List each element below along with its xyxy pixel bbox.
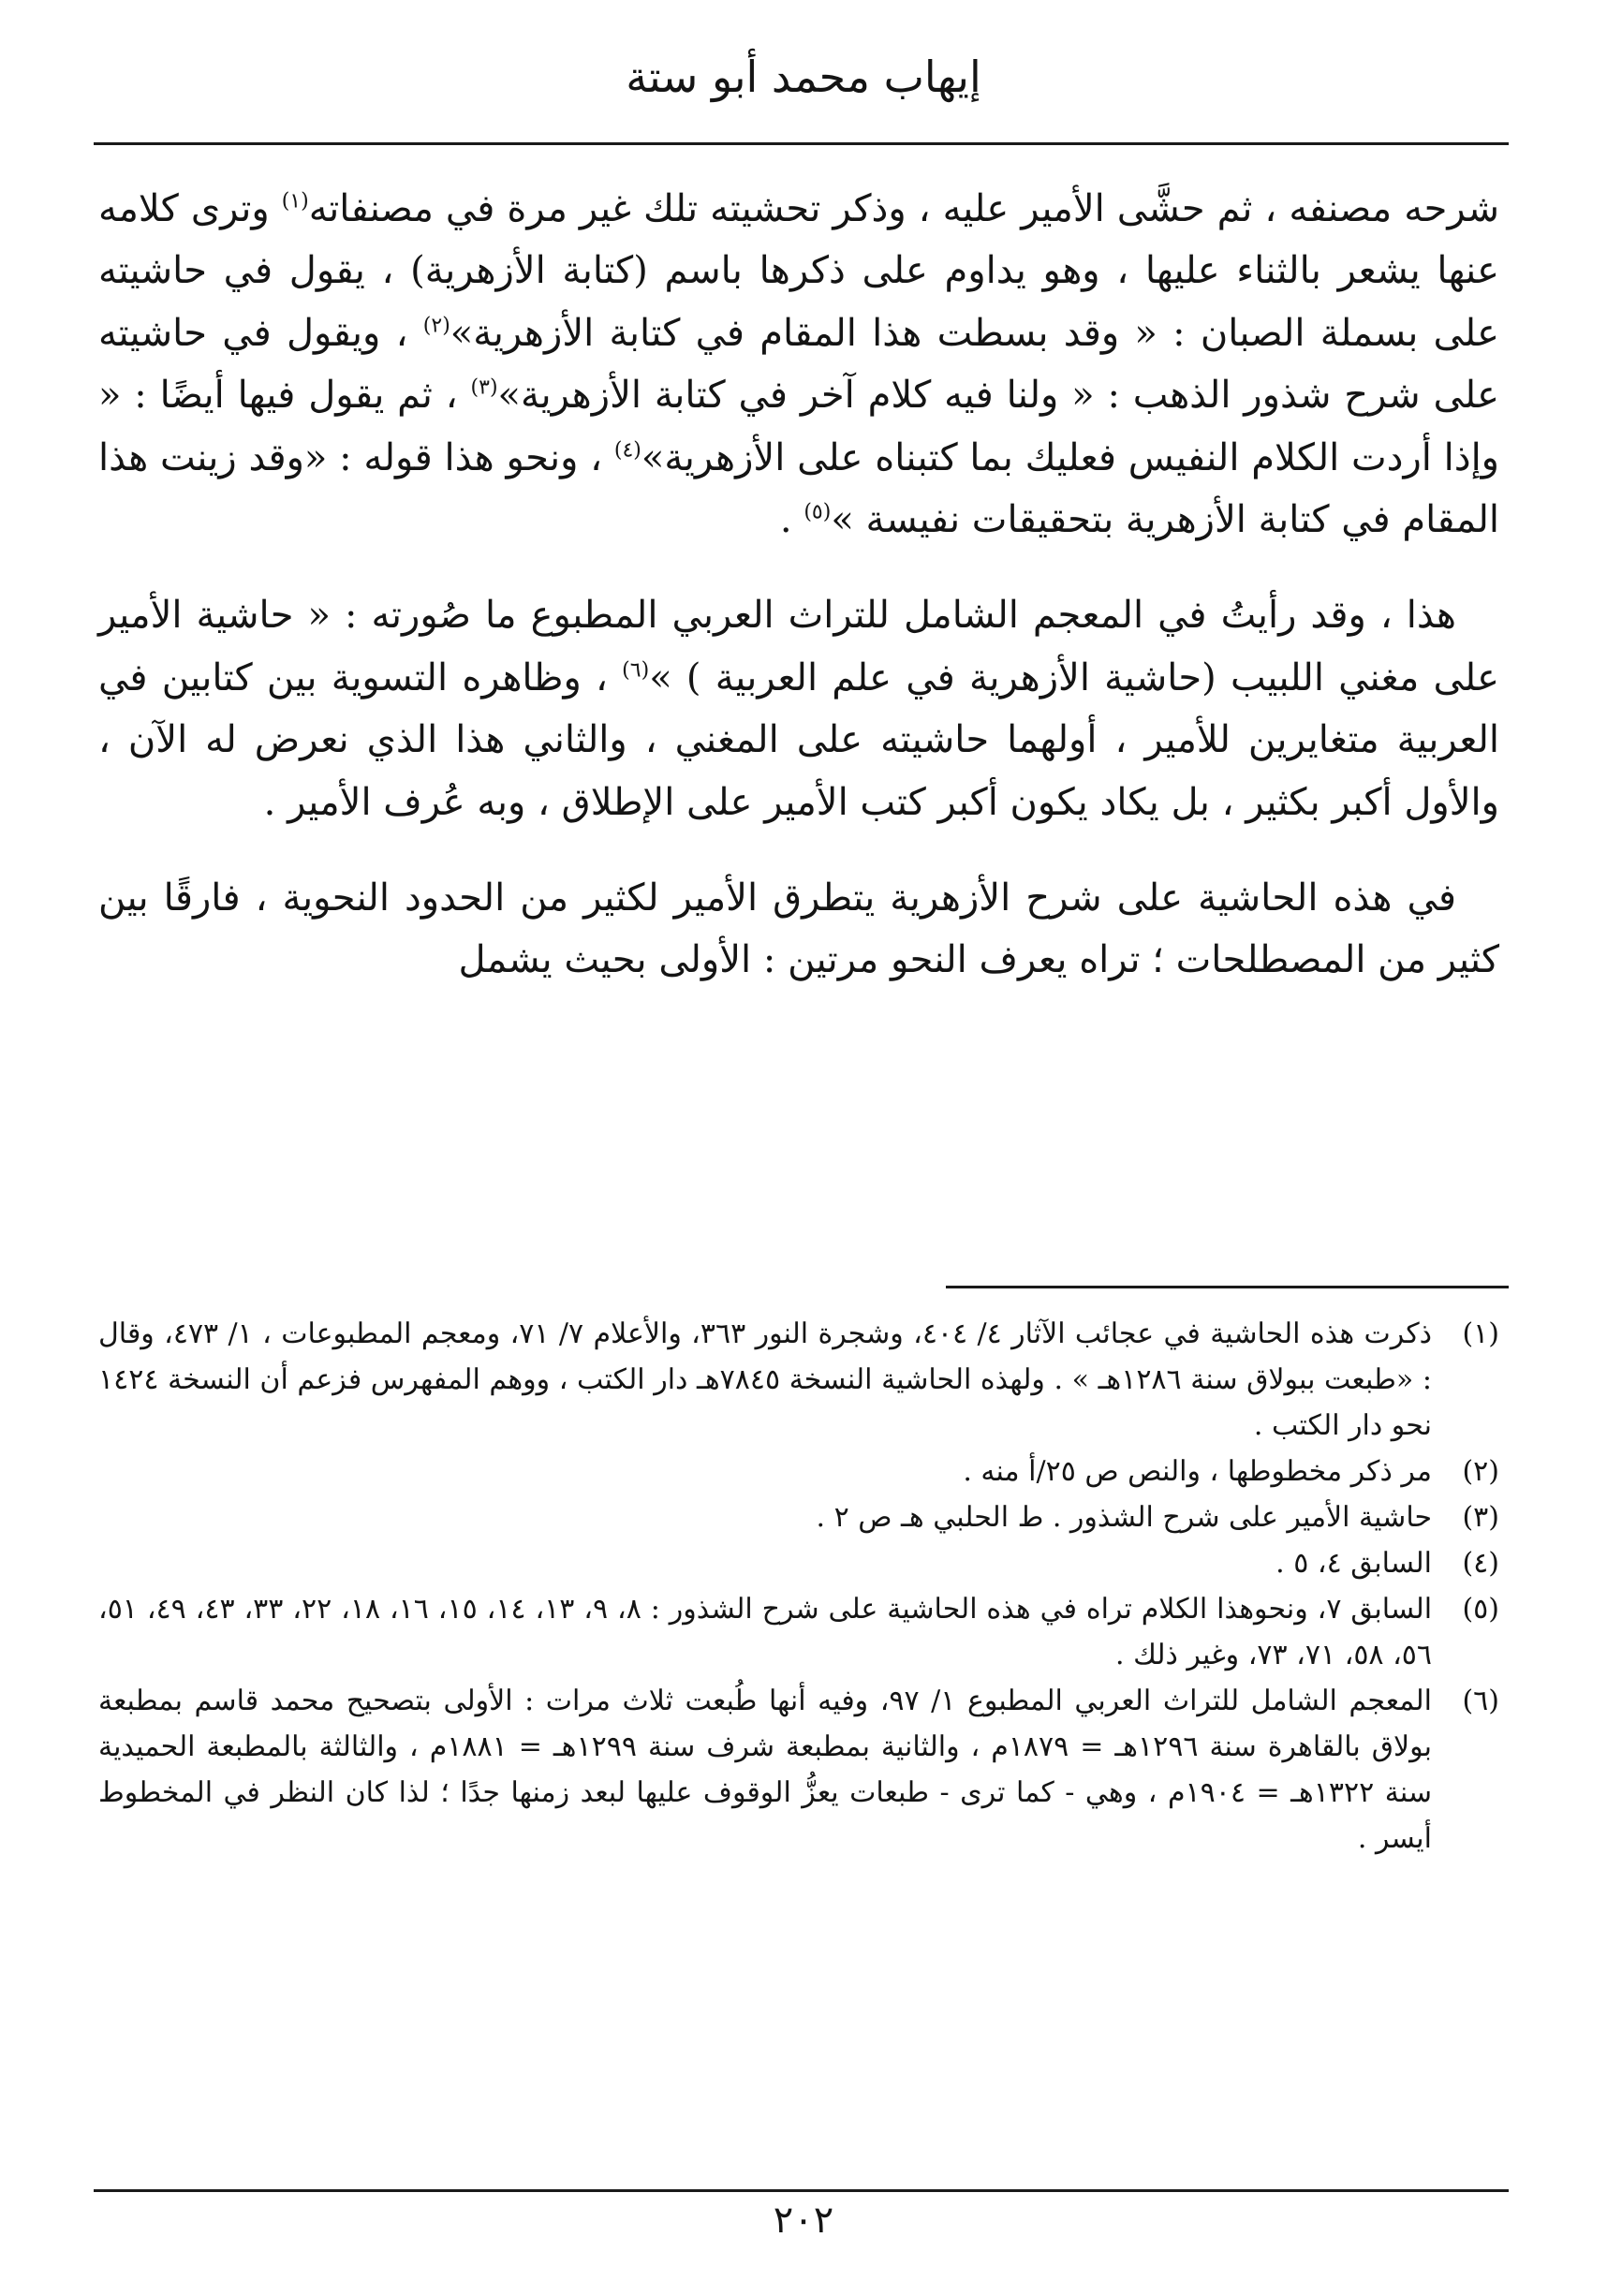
footnote-2 <box>98 1449 1499 1494</box>
page-number: ٢٠٢ <box>773 2199 834 2242</box>
footnote-6 <box>98 1678 1499 1862</box>
main-text <box>98 178 1499 992</box>
footnote-text: السابق ٤، ٥ . <box>1275 1547 1432 1580</box>
footnotes <box>98 1311 1499 1862</box>
text-run: في هذه الحاشية على شرح الأزهرية يتطرق الأمير لكثير من الحدود النحوية ، فارقًا بين كثير من المصطلحات ؛ تراه يعرف النحو مرتين : الأولى بحيث يشمل <box>98 876 1499 982</box>
footnote-5 <box>98 1586 1499 1678</box>
text-run: . <box>779 498 804 542</box>
footnote-number: (٦) <box>1462 1685 1499 1717</box>
text-run: هذا ، وقد رأيتُ في المعجم الشامل للتراث العربي المطبوع ما صُورته : « حاشية الأمير على مغني اللبيب (حاشية الأزهرية في علم العربية ) » <box>98 594 1499 699</box>
footnote-ref-3[interactable]: (٣) <box>470 375 498 400</box>
footnote-ref-4[interactable]: (٤) <box>613 438 641 463</box>
footnote-number: (٤) <box>1462 1547 1499 1580</box>
footnote-text: المعجم الشامل للتراث العربي المطبوع ١/ ٩٧، وفيه أنها طُبعت ثلاث مرات : الأولى بتصحيح محمد قاسم بمطبعة بولاق بالقاهرة سنة ١٢٩٦هـ = ١٨٧٩م ، والثانية بمطبعة شرف سنة ١٢٩٩هـ = ١٨٨١م ، والثالثة بالمطبعة الحميدية سنة ١٣٢٢هـ = ١٩٠٤م ، وهي - كما ترى - طبعات يعزُّ الوقوف عليها لبعد زمنها جدًا ؛ لذا كان النظر في المخطوط أيسر . <box>98 1685 1433 1855</box>
footer-rule <box>94 2189 1509 2192</box>
footnote-number: (١) <box>1462 1317 1499 1350</box>
text-run: ، ثم يقول فيها أيضًا : « وإذا أردت الكلام النفيس فعليك بما كتبناه على الأزهرية» <box>98 374 1499 479</box>
running-head-title: إيهاب محمد أبو ستة <box>626 52 981 102</box>
footnote-number: (٥) <box>1462 1593 1499 1626</box>
footnote-text: مر ذكر مخطوطها ، والنص ص ٢٥/أ منه . <box>963 1455 1432 1488</box>
footnote-ref-5[interactable]: (٥) <box>804 500 832 524</box>
footnote-ref-1[interactable]: (١) <box>281 189 309 213</box>
paragraph-1 <box>98 178 1499 551</box>
footnote-number: (٣) <box>1462 1501 1499 1534</box>
header-rule <box>94 142 1509 145</box>
footnote-separator <box>946 1286 1509 1288</box>
footnote-3 <box>98 1494 1499 1540</box>
footnote-ref-6[interactable]: (٦) <box>622 658 650 683</box>
footnote-ref-2[interactable]: (٢) <box>422 314 450 338</box>
text-run: شرحه مصنفه ، ثم حشَّى الأمير عليه ، وذكر تحشيته تلك غير مرة في مصنفاته <box>308 187 1499 230</box>
text-run: ، ويقول في حاشيته على شرح شذور الذهب : « ولنا فيه كلام آخر في كتابة الأزهرية» <box>98 311 1499 418</box>
footnote-4 <box>98 1540 1499 1586</box>
text-run: ، ونحو هذا قوله : «وقد زينت هذا المقام في كتابة الأزهرية بتحقيقات نفيسة » <box>98 435 1499 542</box>
paragraph-2 <box>98 584 1499 833</box>
footnote-text: ذكرت هذه الحاشية في عجائب الآثار ٤/ ٤٠٤، وشجرة النور ٣٦٣، والأعلام ٧/ ٧١، ومعجم المطبوعات ، ١/ ٤٧٣، وقال : «طبعت ببولاق سنة ١٢٨٦هـ » . ولهذه الحاشية النسخة ٧٨٤٥هـ دار الكتب ، ووهم المفهرس فزعم أن النسخة ١٤٢٤ نحو دار الكتب . <box>98 1317 1432 1442</box>
footnote-text: السابق ٧، ونحوهذا الكلام تراه في هذه الحاشية على شرح الشذور : ٨، ٩، ١٣، ١٤، ١٥، ١٦، ١٨، ٢٢، ٣٣، ٤٣، ٤٩، ٥١، ٥٦، ٥٨، ٧١، ٧٣، وغير ذلك . <box>98 1593 1433 1671</box>
footnote-text: حاشية الأمير على شرح الشذور . ط الحلبي هـ ص ٢ . <box>816 1501 1432 1534</box>
footnote-number: (٢) <box>1462 1455 1499 1488</box>
paragraph-3 <box>98 867 1499 992</box>
text-run: ، وظاهره التسوية بين كتابين في العربية متغايرين للأمير ، أولهما حاشيته على المغني ، والثاني هذا الذي نعرض له الآن ، والأول أكبر بكثير ، بل يكاد يكون أكبر كتب الأمير على الإطلاق ، وبه عُرف الأمير . <box>98 655 1499 824</box>
footnote-1 <box>98 1311 1499 1449</box>
text-run: وترى كلامه عنها يشعر بالثناء عليها ، وهو يداوم على ذكرها باسم (كتابة الأزهرية) ، يقول في حاشيته على بسملة الصبان : « وقد بسطت هذا المقام في كتابة الأزهرية» <box>98 187 1500 355</box>
